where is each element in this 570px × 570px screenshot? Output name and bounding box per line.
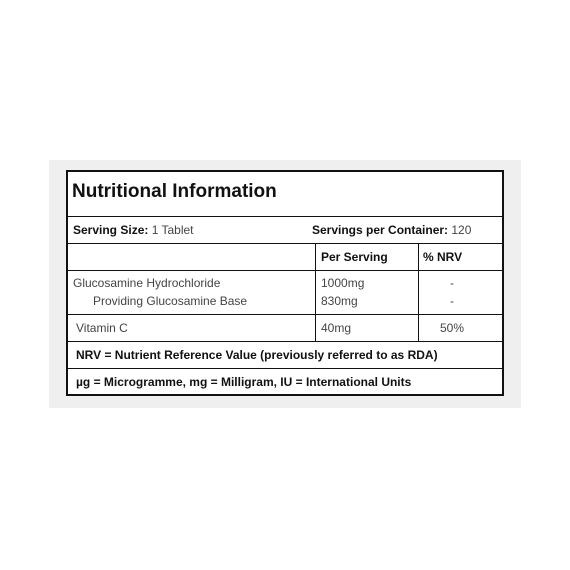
footnote-row xyxy=(68,342,502,369)
footnote-row xyxy=(68,369,502,396)
header-per-serving: Per Serving xyxy=(321,250,388,264)
nutrient-nrv: - xyxy=(450,294,454,308)
table-row xyxy=(68,271,502,315)
serving-size xyxy=(73,223,194,237)
footnote-nrv: NRV = Nutrient Reference Value (previously referred to as RDA) xyxy=(76,348,438,362)
nutrient-name: Providing Glucosamine Base xyxy=(93,294,248,308)
column-divider xyxy=(315,315,316,342)
servings-per-container-value: 120 xyxy=(451,223,472,237)
title-row xyxy=(68,172,502,217)
footnote-units: µg = Microgramme, mg = Milligram, IU = International Units xyxy=(76,375,412,389)
column-divider xyxy=(315,271,316,315)
servings-per-container xyxy=(312,223,471,237)
table-header-row xyxy=(68,244,502,271)
serving-row xyxy=(68,217,502,244)
header-nrv: % NRV xyxy=(423,250,463,264)
nutrient-nrv: 50% xyxy=(439,321,465,335)
nutrient-per-serving: 1000mg xyxy=(321,276,365,290)
servings-per-container-label: Servings per Container: xyxy=(312,223,449,237)
serving-size-label: Serving Size: xyxy=(73,223,149,237)
nutrient-nrv: - xyxy=(450,276,454,290)
column-divider xyxy=(418,244,419,271)
nutrient-per-serving: 40mg xyxy=(321,321,352,335)
serving-size-value: 1 Tablet xyxy=(151,223,194,237)
nutrient-name: Glucosamine Hydrochloride xyxy=(73,276,221,290)
nutrition-label xyxy=(66,170,504,396)
table-row xyxy=(68,315,502,342)
column-divider xyxy=(315,244,316,271)
label-title: Nutritional Information xyxy=(72,181,277,202)
nutrient-per-serving: 830mg xyxy=(321,294,358,308)
nutrient-name: Vitamin C xyxy=(76,321,128,335)
